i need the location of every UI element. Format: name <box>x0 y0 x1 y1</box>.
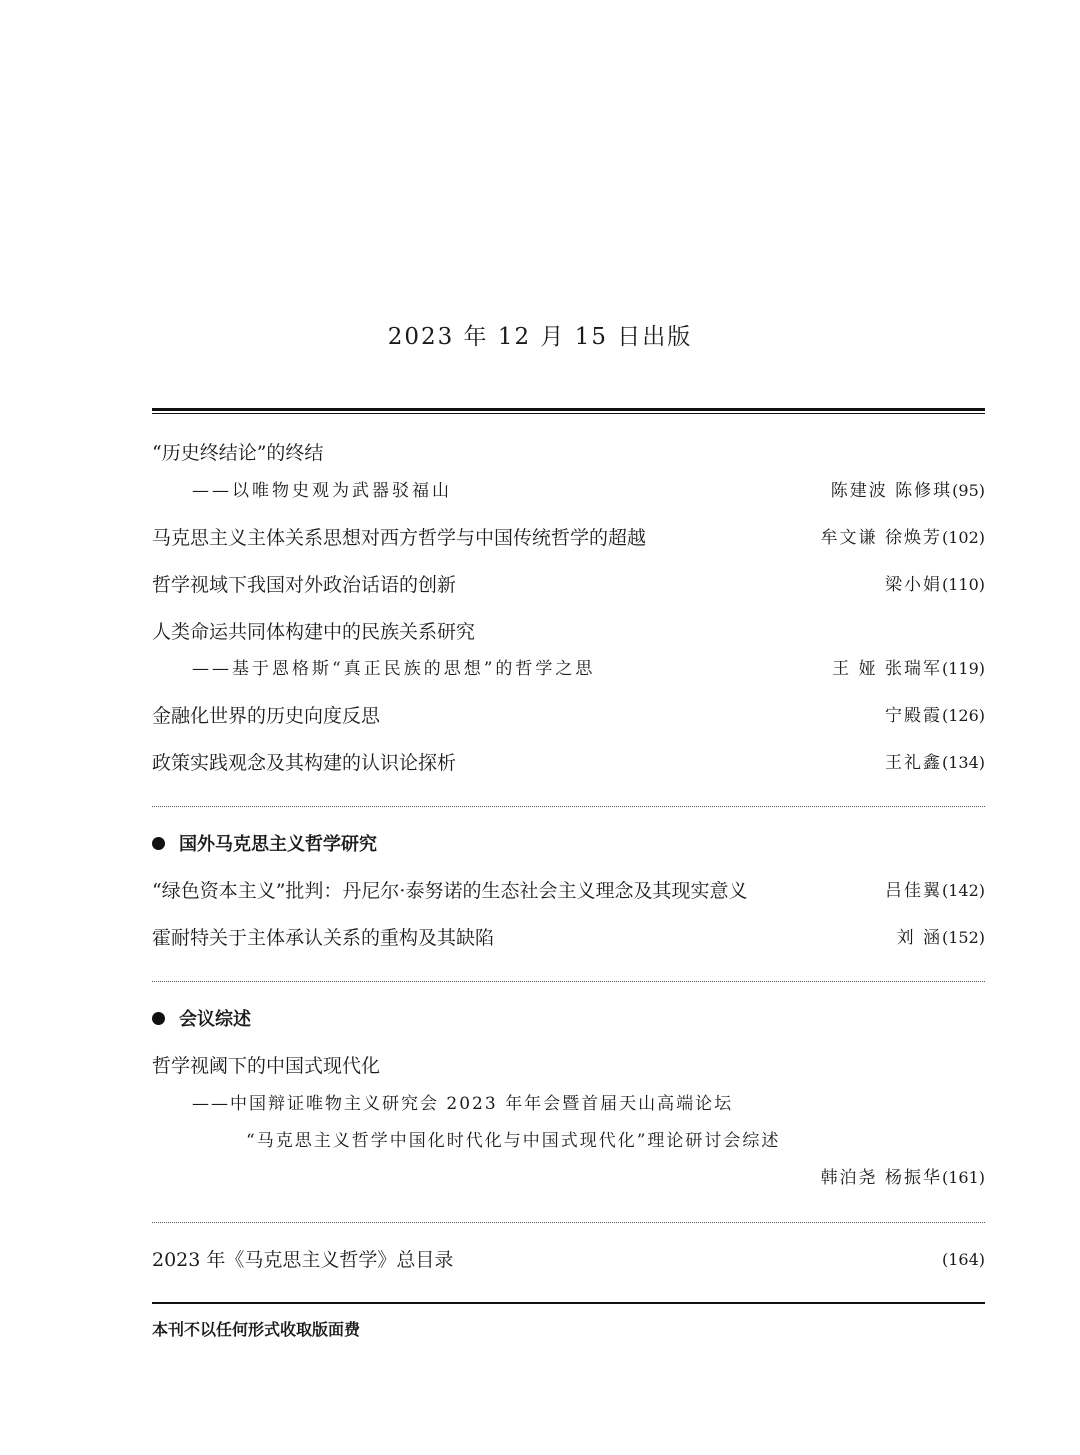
entry-page: (126) <box>941 706 985 725</box>
toc-entry-subtitle-line <box>152 1089 985 1119</box>
entry-title: 哲学视阈下的中国式现代化 <box>152 1055 381 1077</box>
entry-authors: 牟文谦 徐焕芳 <box>820 528 942 548</box>
toc-entry[interactable] <box>152 876 985 906</box>
footer-note: 本刊不以任何形式收取版面费 <box>152 1320 361 1339</box>
entry-title: 人类命运共同体构建中的民族关系研究 <box>152 621 476 643</box>
entry-authors-page <box>832 654 985 684</box>
toc-entry[interactable] <box>152 923 985 953</box>
entry-title: 政策实践观念及其构建的认识论探析 <box>152 752 457 774</box>
section-heading-text: 会议综述 <box>179 1009 251 1030</box>
entry-title: “绿色资本主义”批判：丹尼尔·泰努诺的生态社会主义理念及其现实意义 <box>152 880 748 902</box>
section-divider <box>152 1222 985 1223</box>
toc-entry-index[interactable] <box>152 1245 985 1275</box>
footer-rule <box>152 1302 985 1304</box>
toc-entry-title[interactable] <box>152 617 985 647</box>
entry-authors-page <box>885 570 985 600</box>
entry-authors: 宁殿霞 <box>884 706 942 726</box>
entry-title: 马克思主义主体关系思想对西方哲学与中国传统哲学的超越 <box>152 527 647 549</box>
entry-authors: 梁小娟 <box>884 575 942 595</box>
entry-title: 哲学视域下我国对外政治话语的创新 <box>152 574 457 596</box>
entry-subtitle: ——基于恩格斯“真正民族的思想”的哲学之思 <box>192 659 596 679</box>
entry-page: (102) <box>941 528 985 547</box>
entry-subtitle: “马克思主义哲学中国化时代化与中国式现代化”理论研讨会综述 <box>246 1131 781 1151</box>
entry-subtitle: ——以唯物史观为武器驳福山 <box>192 481 452 501</box>
toc-entry-subtitle-line <box>152 476 985 506</box>
section-heading-conference <box>152 1005 251 1035</box>
entry-authors: 陈建波 陈修琪 <box>830 481 953 501</box>
toc-entry[interactable] <box>152 701 985 731</box>
entry-authors-page <box>885 748 985 778</box>
toc-entry[interactable] <box>152 748 985 778</box>
section-divider <box>152 806 985 807</box>
entry-authors-page <box>821 1163 985 1193</box>
entry-page: (95) <box>952 481 985 500</box>
entry-authors: 吕佳翼 <box>884 881 942 901</box>
entry-authors: 王礼鑫 <box>884 753 942 773</box>
toc-entry-title[interactable] <box>152 438 985 468</box>
toc-entry-title[interactable] <box>152 1051 985 1081</box>
entry-page: (152) <box>941 928 985 947</box>
entry-subtitle: ——中国辩证唯物主义研究会 2023 年年会暨首届天山高端论坛 <box>192 1094 734 1114</box>
entry-page: (119) <box>941 659 985 678</box>
section-heading-text: 国外马克思主义哲学研究 <box>179 834 377 855</box>
entry-page: (110) <box>941 575 985 594</box>
entry-page: (142) <box>941 881 985 900</box>
entry-authors-page <box>885 701 985 731</box>
entry-authors: 刘 涵 <box>896 928 942 948</box>
entry-page: (164) <box>941 1250 985 1269</box>
entry-authors-page <box>831 476 985 506</box>
entry-page: (161) <box>941 1168 985 1187</box>
toc-entry[interactable] <box>152 570 985 600</box>
entry-authors-page <box>885 876 985 906</box>
section-heading-foreign <box>152 830 377 860</box>
section-divider <box>152 981 985 982</box>
entry-title: 金融化世界的历史向度反思 <box>152 705 381 727</box>
toc-entry-subtitle-line <box>152 1126 985 1156</box>
bullet-icon <box>152 1012 165 1025</box>
header-double-rule <box>152 408 985 414</box>
entry-title: “历史终结论”的终结 <box>152 442 324 464</box>
entry-title: 2023 年《马克思主义哲学》总目录 <box>152 1249 454 1271</box>
toc-entry[interactable] <box>152 523 985 553</box>
entry-authors: 王 娅 张瑞军 <box>832 659 942 679</box>
entry-title: 霍耐特关于主体承认关系的重构及其缺陷 <box>152 927 495 949</box>
entry-authors-page <box>897 923 985 953</box>
toc-entry-authors-line <box>152 1163 985 1193</box>
entry-authors: 韩泊尧 杨振华 <box>820 1168 942 1188</box>
entry-authors-page <box>821 523 985 553</box>
bullet-icon <box>152 837 165 850</box>
entry-page-wrap <box>942 1245 985 1275</box>
toc-entry-subtitle-line <box>152 654 985 684</box>
publication-date: 2023 年 12 月 15 日出版 <box>387 324 693 350</box>
entry-page: (134) <box>941 753 985 772</box>
